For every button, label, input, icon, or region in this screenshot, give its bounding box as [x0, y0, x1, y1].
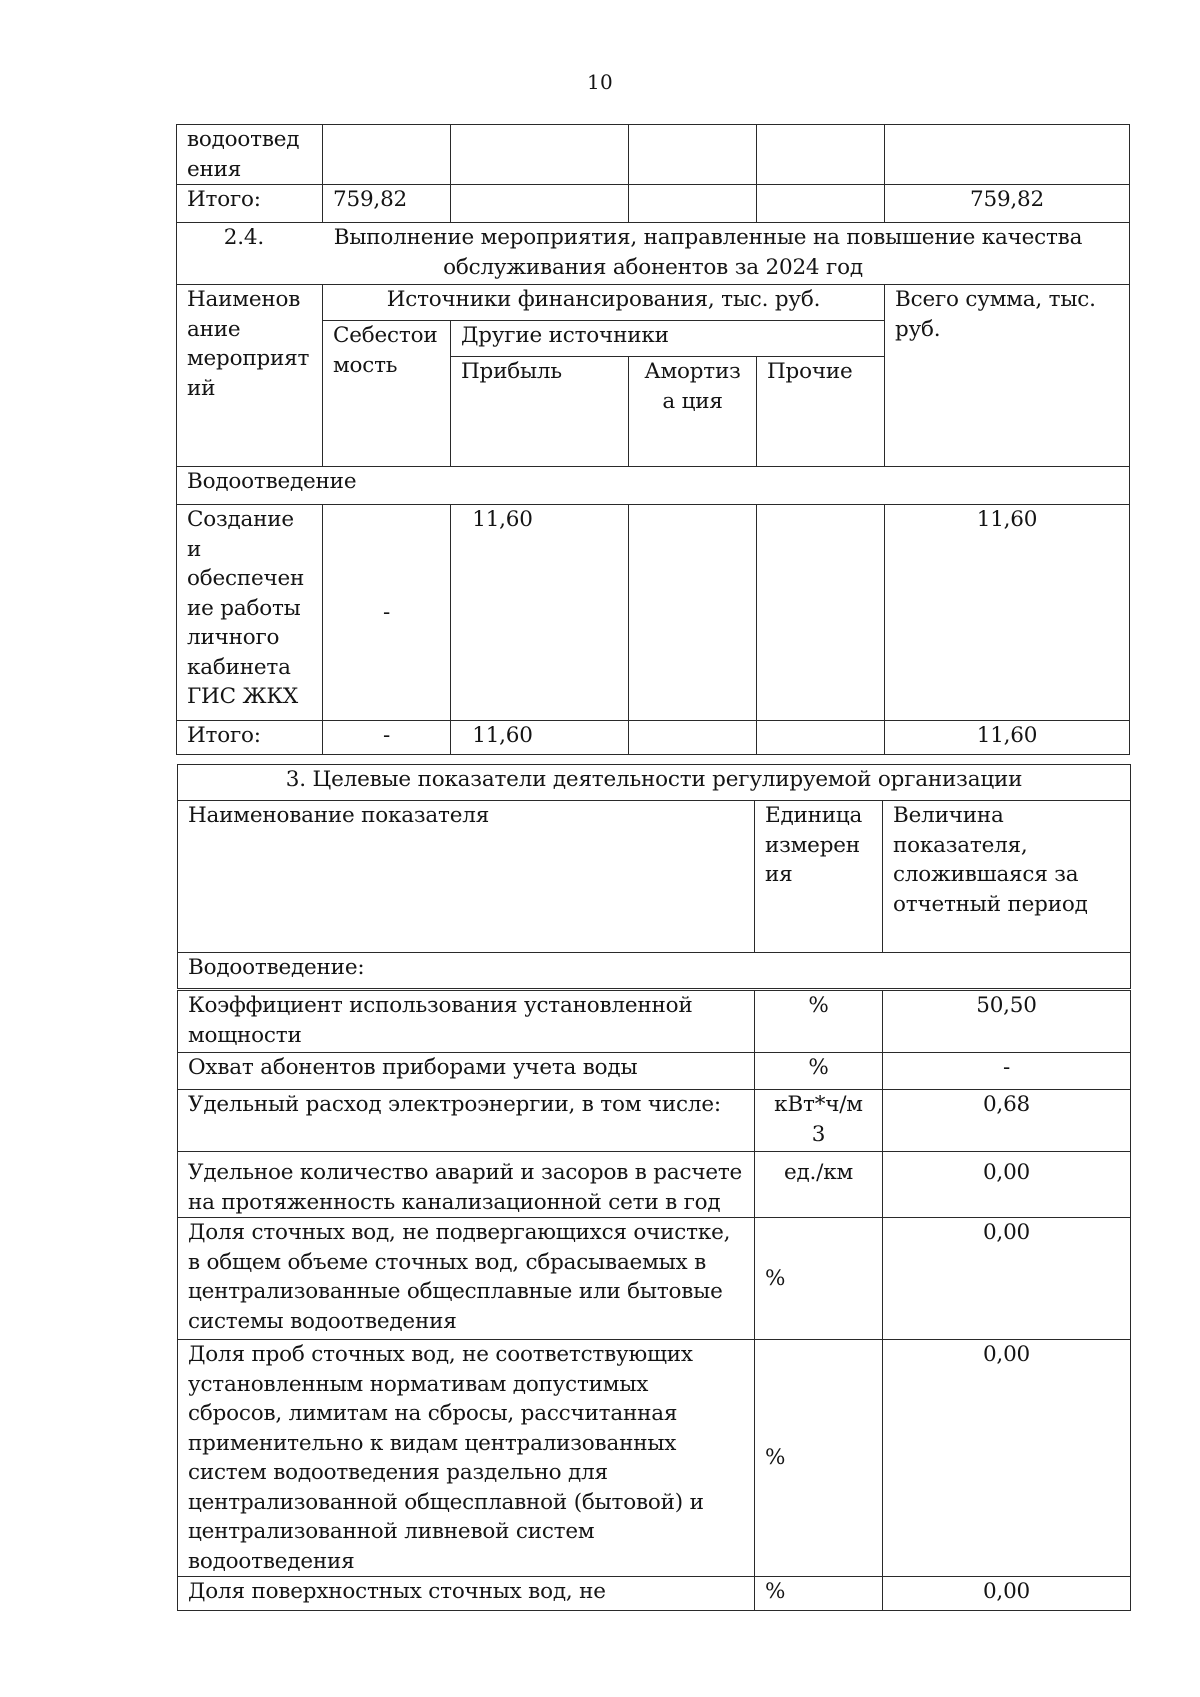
indicator-name: Коэффициент использования установленной мощности — [178, 991, 755, 1053]
indicator-unit: ед./км — [755, 1152, 883, 1218]
total-cost: 759,82 — [323, 185, 451, 223]
header-sources: Источники финансирования, тыс. руб. — [323, 285, 885, 321]
indicator-value-header: Величина показателя, сложившаяся за отчетный период — [883, 801, 1131, 953]
indicator-unit: % — [755, 1053, 883, 1090]
indicator-unit: % — [755, 1340, 883, 1577]
table-row — [178, 1340, 1131, 1577]
indicator-name: Доля сточных вод, не подвергающихся очистке, в общем объеме сточных вод, сбрасываемых в централизованные общесплавные или бытовые системы водоотведения — [178, 1218, 755, 1340]
section-number: 2.4. — [223, 225, 264, 250]
section-heading-row — [177, 223, 1130, 285]
header-amortization: Амортиза ция — [629, 357, 757, 467]
indicator-name: Удельный расход электроэнергии, в том числе: — [178, 1090, 755, 1152]
indicators-table — [177, 990, 1131, 1611]
indicator-name: Удельное количество аварий и засоров в расчете на протяженность канализационной сети в год — [178, 1152, 755, 1218]
item-cost: - — [323, 505, 451, 721]
header-other: Прочие — [757, 357, 885, 467]
cont-label-cell: водоотвед ения — [177, 125, 323, 185]
total-label: Итого: — [177, 185, 323, 223]
indicator-name-header: Наименование показателя — [178, 801, 755, 953]
page-number: 10 — [586, 70, 614, 94]
header-profit: Прибыль — [451, 357, 629, 467]
header-row — [178, 801, 1131, 953]
table-row — [178, 1218, 1131, 1340]
header-cost: Себестои мость — [323, 321, 451, 467]
section-heading-row — [178, 765, 1131, 801]
table-row — [177, 125, 1130, 185]
header-total: Всего сумма, тыс. руб. — [885, 285, 1130, 467]
table-row — [178, 1090, 1131, 1152]
table-row — [178, 1577, 1131, 1611]
indicator-name: Доля проб сточных вод, не соответствующих установленным нормативам допустимых сбросов, лимитам на сбросы, рассчитанная применительно к видам централизованных систем водоотведения раздельно для централизованной общесплавной (бытовой) и централизованной ливневой систем водоотведения — [178, 1340, 755, 1577]
section-3-heading: 3. Целевые показатели деятельности регулируемой организации — [178, 765, 1131, 801]
indicator-value: 0,00 — [883, 1340, 1131, 1577]
total-label: Итого: — [177, 721, 323, 755]
financing-table — [176, 124, 1130, 755]
indicator-unit: % — [755, 1218, 883, 1340]
indicator-value: 0,68 — [883, 1090, 1131, 1152]
indicator-value: 50,50 — [883, 991, 1131, 1053]
total-sum: 759,82 — [885, 185, 1130, 223]
item-total: 11,60 — [885, 505, 1130, 721]
indicator-name: Доля поверхностных сточных вод, не — [178, 1577, 755, 1611]
group-row — [177, 467, 1130, 505]
indicators-header-table — [177, 764, 1131, 989]
indicator-value: 0,00 — [883, 1152, 1131, 1218]
indicator-value: 0,00 — [883, 1577, 1131, 1611]
header-name: Наименов ание мероприят ий — [177, 285, 323, 467]
indicator-unit-header: Единица измерен ия — [755, 801, 883, 953]
indicator-value: 0,00 — [883, 1218, 1131, 1340]
indicator-group: Водоотведение: — [178, 953, 1131, 989]
indicator-name: Охват абонентов приборами учета воды — [178, 1053, 755, 1090]
total-profit: 11,60 — [451, 721, 629, 755]
group-label: Водоотведение — [177, 467, 1130, 505]
total-cost: - — [323, 721, 451, 755]
indicator-unit: % — [755, 991, 883, 1053]
group-row — [178, 953, 1131, 989]
indicator-unit: % — [755, 1577, 883, 1611]
table-row — [178, 1053, 1131, 1090]
item-profit: 11,60 — [451, 505, 629, 721]
indicator-value: - — [883, 1053, 1131, 1090]
section-2-4-heading — [177, 223, 1130, 285]
item-name: Создание и обеспечен ие работы личного кабинета ГИС ЖКХ — [177, 505, 323, 721]
table-row — [178, 1152, 1131, 1218]
table-row — [177, 185, 1130, 223]
table-row — [177, 721, 1130, 755]
table-row — [178, 991, 1131, 1053]
section-title: Выполнение мероприятия, направленные на повышение качества обслуживания абонентов за 2024 год — [333, 225, 1083, 280]
indicator-unit: кВт*ч/м 3 — [755, 1090, 883, 1152]
header-row — [177, 285, 1130, 321]
header-other-sources: Другие источники — [451, 321, 885, 357]
total-sum: 11,60 — [885, 721, 1130, 755]
table-row — [177, 505, 1130, 721]
